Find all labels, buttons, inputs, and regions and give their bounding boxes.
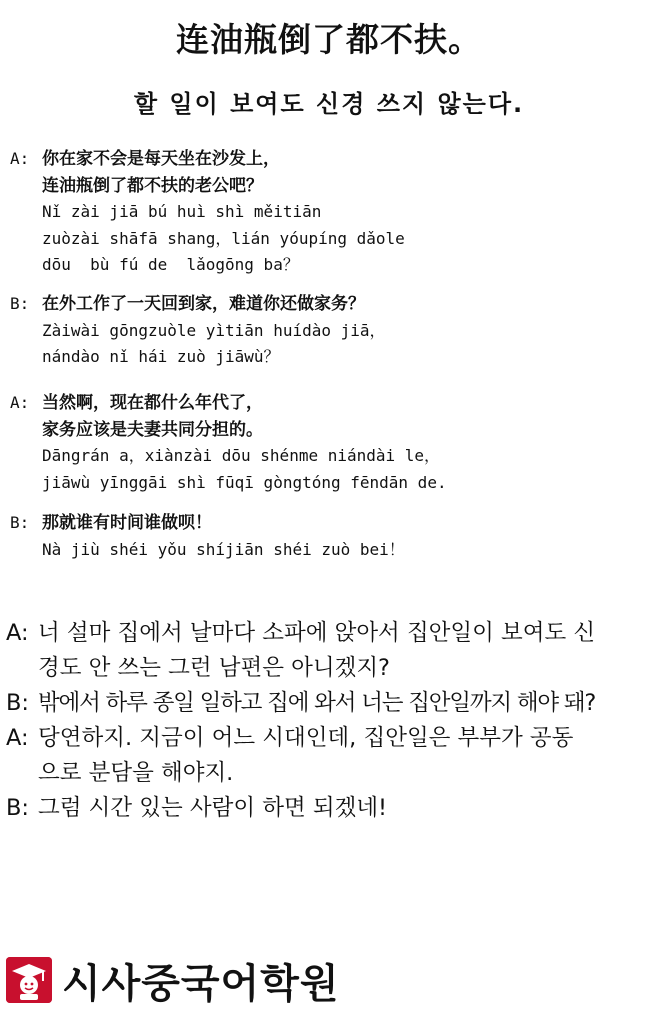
chinese-line: 你在家不会是每天坐在沙发上， [42, 149, 280, 169]
title-chinese: 连油瓶倒了都不扶。 [176, 20, 482, 59]
speaker-label: B: [10, 294, 30, 313]
chinese-line: 家务应该是夫妻共同分担的。 [42, 419, 263, 440]
korean-line: 밖에서 하루 종일 일하고 집에 와서 너는 집안일까지 해야 돼? [38, 690, 596, 716]
pinyin-line: nándào nǐ hái zuò jiāwù？ [42, 347, 280, 366]
korean-turn-b1 [6, 686, 652, 721]
pinyin-line: Nà jiù shéi yǒu shíjiān shéi zuò bei！ [42, 539, 405, 559]
pinyin-line: dōu bù fú de lǎogōng ba？ [42, 255, 299, 274]
korean-line: 너 설마 집에서 날마다 소파에 앉아서 집안일이 보여도 신 [38, 620, 596, 646]
chinese-dialogue [10, 146, 650, 279]
pinyin-line: Zàiwài gōngzuòle yìtiān huídào jiā， [42, 320, 386, 340]
speaker-label: B: [6, 690, 30, 716]
korean-turn-b2 [6, 791, 652, 826]
dialogue-turn-b1 [10, 291, 650, 371]
logo-text: 시사중국어학원 [62, 960, 340, 1007]
dialogue-turn-a2 [10, 390, 650, 496]
title-korean: 할 일이 보여도 신경 쓰지 않는다. [133, 90, 525, 118]
chinese-line: 连油瓶倒了都不扶的老公吧？ [42, 175, 263, 196]
speaker-label: A: [6, 725, 29, 751]
pinyin-line: zuòzài shāfā shang，lián yóupíng dǎole [42, 228, 405, 248]
korean-line: 경도 안 쓰는 그런 남편은 아니겠지? [38, 655, 390, 681]
chinese-dialogue-b2 [10, 510, 650, 563]
chinese-dialogue-a2 [10, 390, 650, 496]
korean-translation [6, 616, 652, 826]
chinese-dialogue-b1 [10, 291, 650, 371]
pinyin-line: Nǐ zài jiā bú huì shì měitiān [42, 202, 322, 221]
pinyin-line: jiāwù yīnggāi shì fūqī gòngtóng fēndān de. [42, 472, 447, 492]
graduate-logo-icon [6, 957, 52, 1003]
korean-line: 으로 분담을 해야지. [38, 760, 234, 786]
dialogue-turn-b2 [10, 510, 650, 563]
pinyin-line: Dāngrán a，xiànzài dōu shénme niándài le， [42, 446, 441, 465]
korean-turn-a2 [6, 721, 652, 791]
speaker-label: A: [10, 149, 30, 168]
chinese-line: 那就谁有时间谁做呗！ [42, 513, 212, 533]
dialogue-turn-a1 [10, 146, 650, 279]
academy-logo [6, 950, 339, 1010]
speaker-label: A: [6, 620, 29, 646]
speaker-label: B: [10, 513, 30, 532]
korean-turn-a1 [6, 616, 652, 686]
chinese-line: 当然啊，现在都什么年代了， [42, 393, 263, 413]
korean-line: 그럼 시간 있는 사람이 하면 되겠네! [38, 795, 388, 821]
speaker-label: A: [10, 393, 30, 412]
chinese-line: 在外工作了一天回到家，难道你还做家务？ [42, 294, 365, 314]
korean-line: 당연하지. 지금이 어느 시대인데, 집안일은 부부가 공동 [38, 725, 574, 751]
speaker-label: B: [6, 795, 30, 821]
